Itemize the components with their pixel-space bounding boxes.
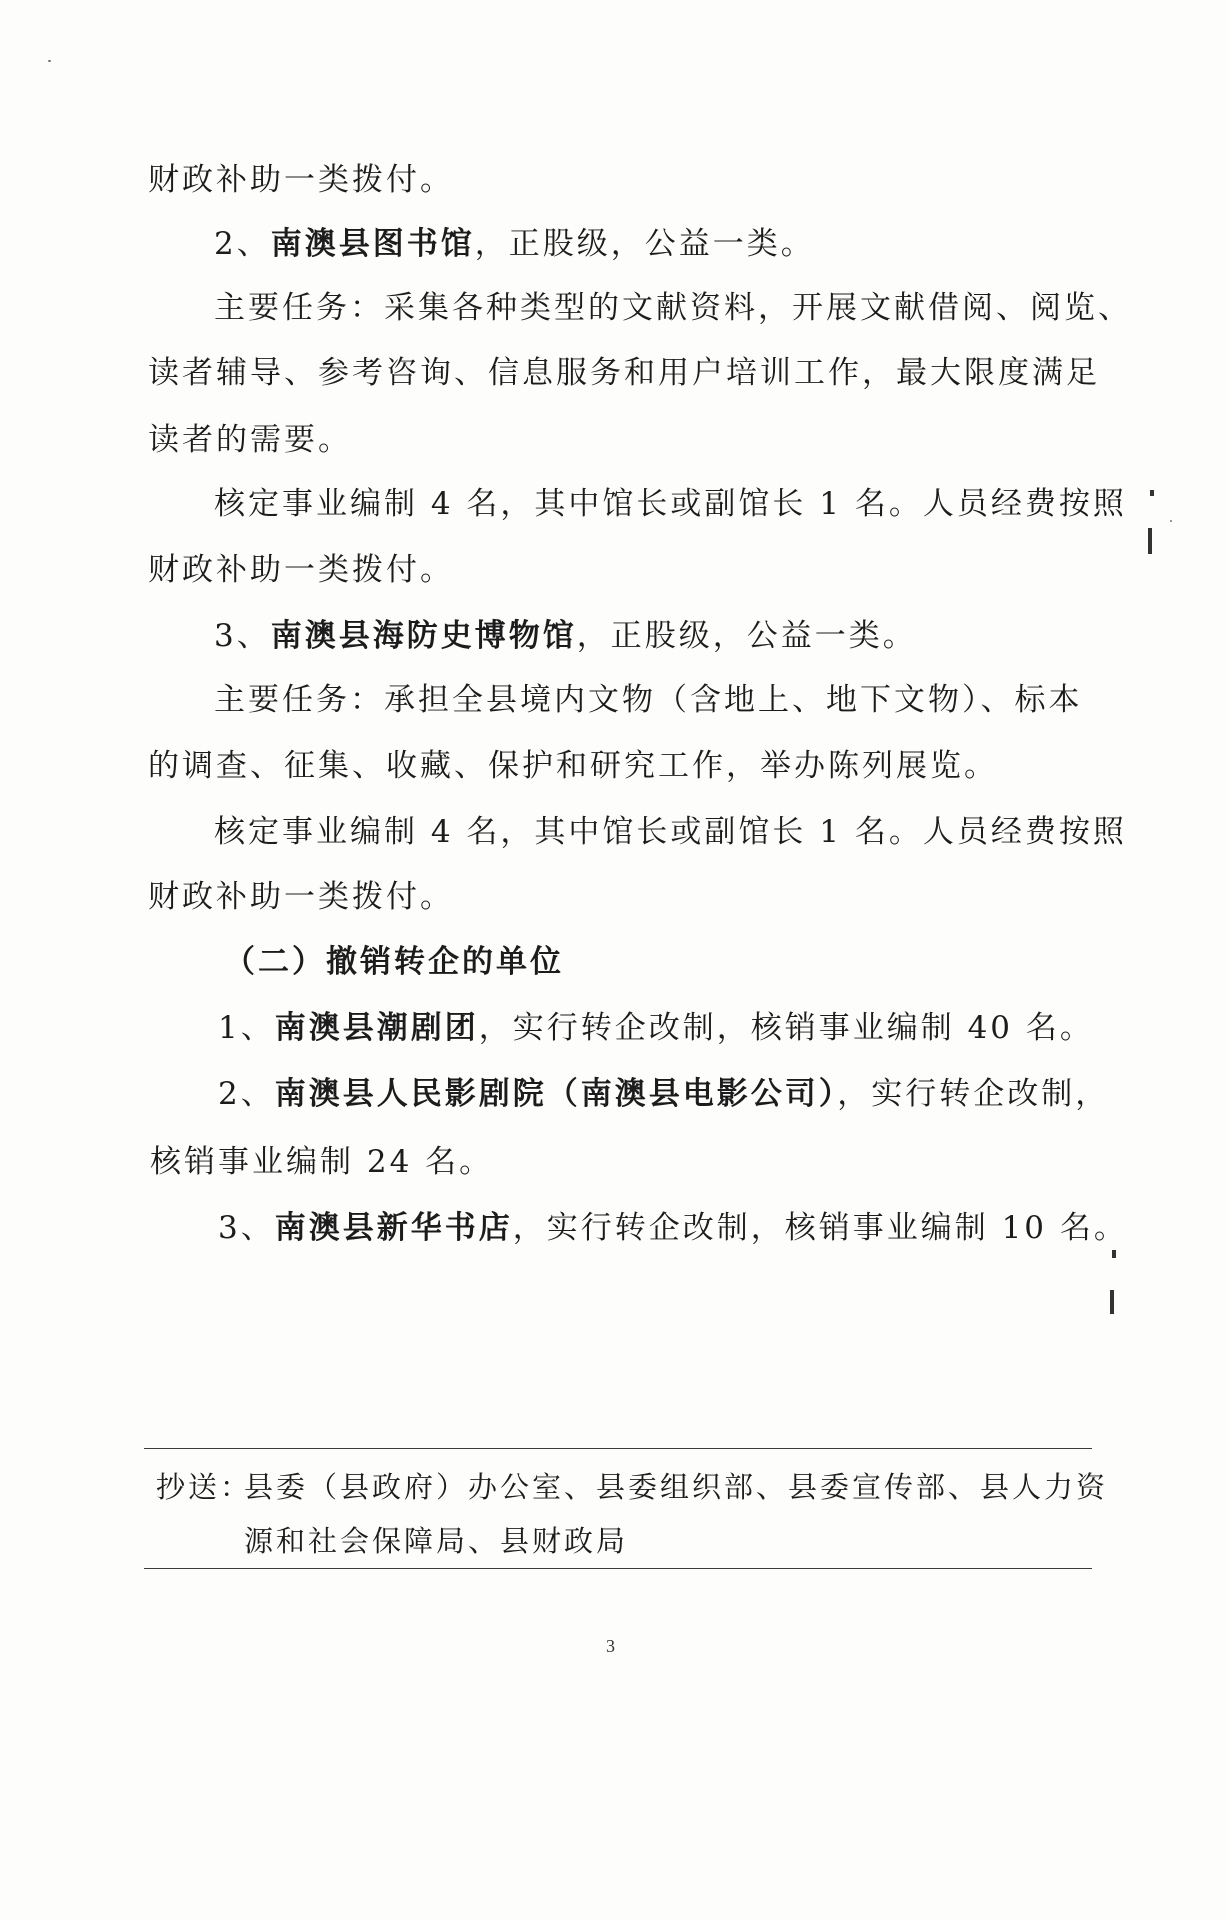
body-line: 财政补助一类拨付。 — [148, 162, 454, 198]
body-line: 主要任务：承担全县境内文物（含地上、地下文物）、标本 — [214, 682, 1083, 718]
body-line: 财政补助一类拨付。 — [148, 879, 454, 915]
list-item: 2、南澳县人民影剧院（南澳县电影公司），实行转企改制， — [218, 1076, 1110, 1112]
cc-recipients-line1: 县委（县政府）办公室、县委组织部、县委宣传部、县人力资 — [244, 1470, 1109, 1504]
binding-mark — [1150, 490, 1154, 496]
body-line: 财政补助一类拨付。 — [148, 552, 454, 588]
scan-speck — [1170, 520, 1172, 522]
subsection-heading: （二）撤销转企的单位 — [224, 944, 564, 980]
list-item: 1、南澳县潮剧团，实行转企改制，核销事业编制 40 名。 — [218, 1010, 1094, 1046]
binding-mark — [1148, 528, 1152, 554]
binding-mark — [1112, 1250, 1116, 1258]
section-heading-library: 2、南澳县图书馆，正股级，公益一类。 — [214, 226, 815, 262]
body-line: 核定事业编制 4 名，其中馆长或副馆长 1 名。人员经费按照 — [214, 486, 1127, 522]
body-line: 读者的需要。 — [148, 422, 352, 458]
body-line: 的调查、征集、收藏、保护和研究工作，举办陈列展览。 — [148, 748, 998, 784]
page-number: 3 — [606, 1636, 615, 1656]
binding-mark — [1110, 1290, 1114, 1314]
body-line: 主要任务：采集各种类型的文献资料，开展文献借阅、阅览、 — [214, 290, 1132, 326]
cc-top-rule — [144, 1448, 1092, 1449]
cc-bottom-rule — [144, 1568, 1092, 1569]
cc-label: 抄送： — [156, 1470, 253, 1504]
cc-recipients-line2: 源和社会保障局、县财政局 — [244, 1524, 629, 1558]
body-line: 读者辅导、参考咨询、信息服务和用户培训工作，最大限度满足 — [148, 355, 1100, 391]
list-item: 3、南澳县新华书店，实行转企改制，核销事业编制 10 名。 — [218, 1210, 1128, 1246]
body-line: 核销事业编制 24 名。 — [150, 1144, 494, 1180]
section-heading-museum: 3、南澳县海防史博物馆，正股级，公益一类。 — [214, 618, 917, 654]
scan-speck — [48, 60, 51, 62]
body-line: 核定事业编制 4 名，其中馆长或副馆长 1 名。人员经费按照 — [214, 814, 1127, 850]
